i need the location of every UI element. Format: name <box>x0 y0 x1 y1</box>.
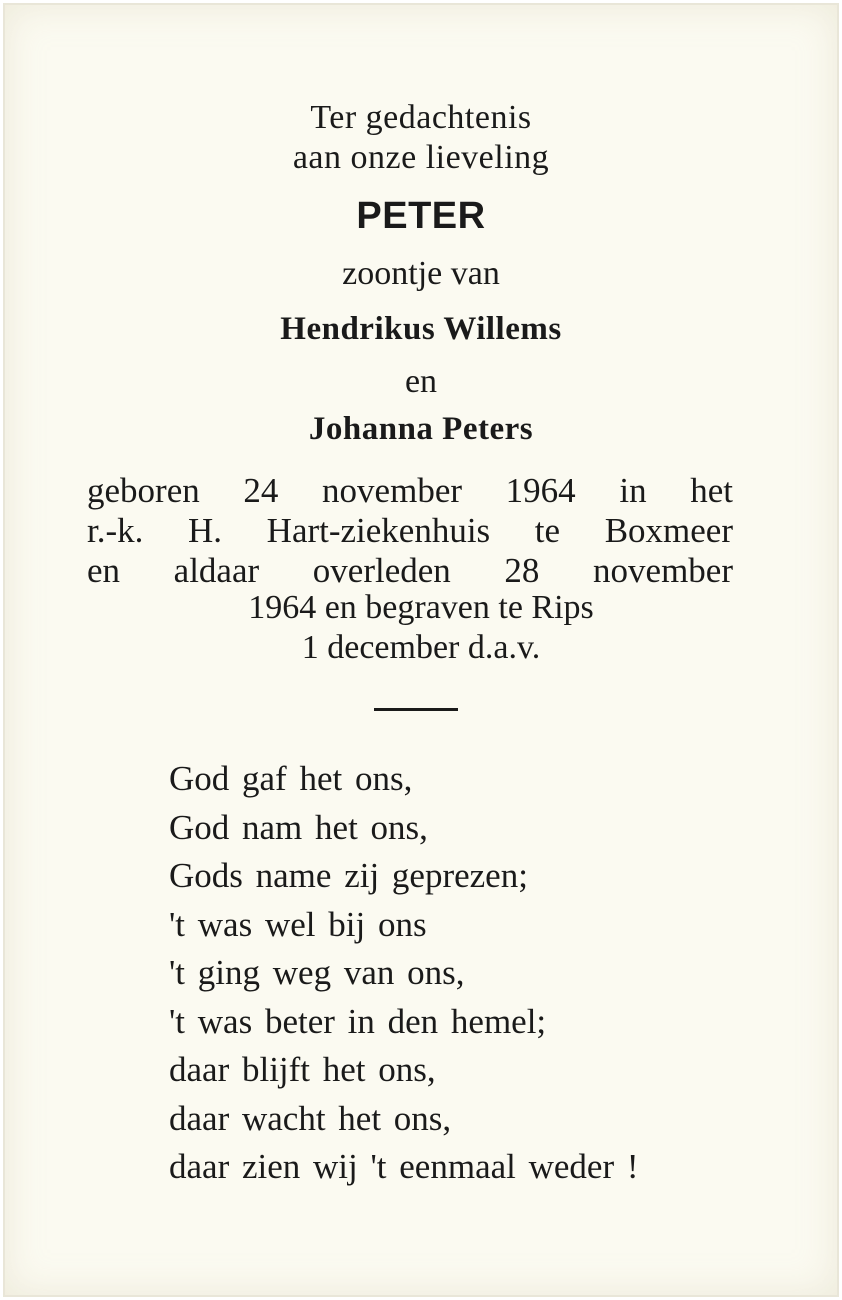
poem-line: daar wacht het ons, <box>169 1098 452 1138</box>
poem-line: daar blijft het ons, <box>169 1050 436 1089</box>
father-name: Hendrikus Willems <box>280 311 562 347</box>
poem-line: 't ging weg van ons, <box>169 953 465 992</box>
mother-name: Johanna Peters <box>308 411 534 447</box>
relation-text: zoontje van <box>342 255 500 292</box>
divider-rule <box>374 708 458 711</box>
details-line-5: 1 december d.a.v. <box>301 629 541 666</box>
poem-line: 't was wel bij ons <box>169 904 427 944</box>
details-line-4: 1964 en begraven te Rips <box>248 589 594 626</box>
heading-line-2: aan onze lieveling <box>292 139 550 176</box>
details-line-3: en aldaar overleden 28 november <box>87 551 733 590</box>
child-name: PETER <box>356 195 486 237</box>
poem <box>169 755 769 1192</box>
poem-line: God gaf het ons, <box>169 759 413 798</box>
memorial-card <box>3 3 839 1297</box>
poem-line: Gods name zij geprezen; <box>169 856 528 895</box>
details-line-2: r.-k. H. Hart-ziekenhuis te Boxmeer <box>87 511 733 550</box>
poem-line: God nam het ons, <box>169 807 428 847</box>
details-line-1: geboren 24 november 1964 in het <box>87 471 733 510</box>
conjunction-text: en <box>404 363 438 400</box>
poem-line: daar zien wij 't eenmaal weder ! <box>169 1147 639 1186</box>
heading-line-1: Ter gedachtenis <box>310 99 532 136</box>
poem-line: 't was beter in den hemel; <box>169 1001 547 1041</box>
